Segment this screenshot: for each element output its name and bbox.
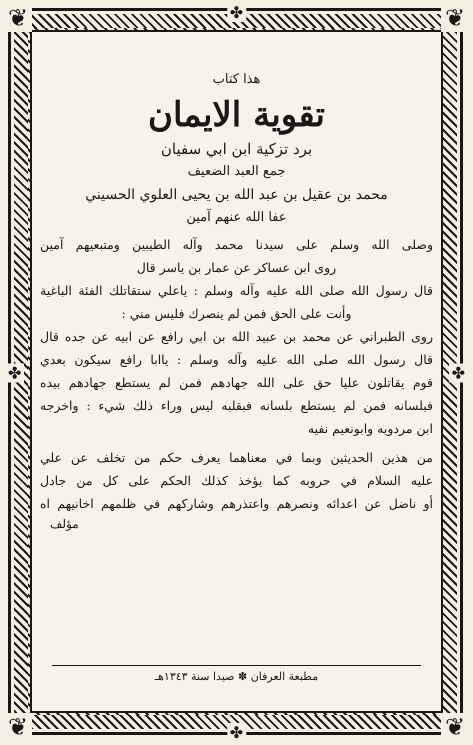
fleuron-icon: ✤ (5, 363, 24, 382)
body-line: قوم يقاتلون عليا حق على الله جهادهم فمن لم يستطع جهادهم بيده (40, 375, 433, 390)
header-note: هذا كتاب (212, 72, 261, 87)
author-name: محمد بن عقيل بن عبد الله بن يحيى العلوي الحسيني (85, 187, 388, 203)
body-line: ابن مردويه وابونعيم نفيه (307, 421, 433, 436)
body-line: من هذين الحديثين وبما في معناهما يعرف حكم من تخلف عن علي (40, 450, 433, 465)
author-signature: مؤلف (50, 517, 79, 531)
corner-ornament-icon: ❦ (4, 713, 32, 741)
fleuron-icon: ✤ (227, 3, 246, 22)
body-line: روى الطبراني عن محمد بن عبيد الله بن ابي رافع عن ابيه عن جده قال (40, 329, 433, 344)
body-line: أو ناضل عن اعدائه ونصرهم واعتذرهم وشاركهم في ظلمهم اخانيهم اه (40, 496, 433, 511)
title-page-content (40, 70, 433, 670)
footer-divider (52, 665, 421, 666)
prayer-line: عفا الله عنهم آمين (186, 210, 287, 225)
book-subtitle: برد تزكية ابن ابي سفيان (160, 140, 313, 158)
body-line: وصلى الله وسلم على سيدنا محمد وآله الطيبين ومتبعيهم آمين (40, 237, 433, 252)
body-line: قال رسول الله صلى الله عليه وآله وسلم : ياابا رافع سيكون بعدي (40, 352, 433, 367)
corner-ornament-icon: ❦ (4, 4, 32, 32)
body-line: قال رسول الله صلى الله عليه وآله وسلم : ياعلي ستقاتلك الفئة الباغية (40, 283, 433, 298)
body-line: وأنت على الحق فمن لم ينصرك فليس مني : (121, 306, 352, 321)
corner-ornament-icon: ❦ (441, 4, 469, 32)
book-title: تقوية الايمان (147, 95, 326, 135)
corner-ornament-icon: ❦ (441, 713, 469, 741)
body-line: فبلسانه فمن لم يستطع بلسانه فبقلبه ليس وراء ذلك شيء : واخرجه (40, 398, 433, 413)
fleuron-icon: ✤ (227, 723, 246, 742)
body-line: عليه السلام في حروبه كما يؤخذ كذلك الحكم على كل من جادل (40, 473, 433, 488)
body-line: روى ابن عساكر عن عمار بن ياسر قال (136, 260, 337, 275)
press-imprint: مطبعة العرفان ✽ صيدا سنة ١٣٤٣هـ (154, 670, 319, 683)
compiled-by: جمع العبد الضعيف (187, 164, 286, 179)
fleuron-icon: ✤ (449, 363, 468, 382)
